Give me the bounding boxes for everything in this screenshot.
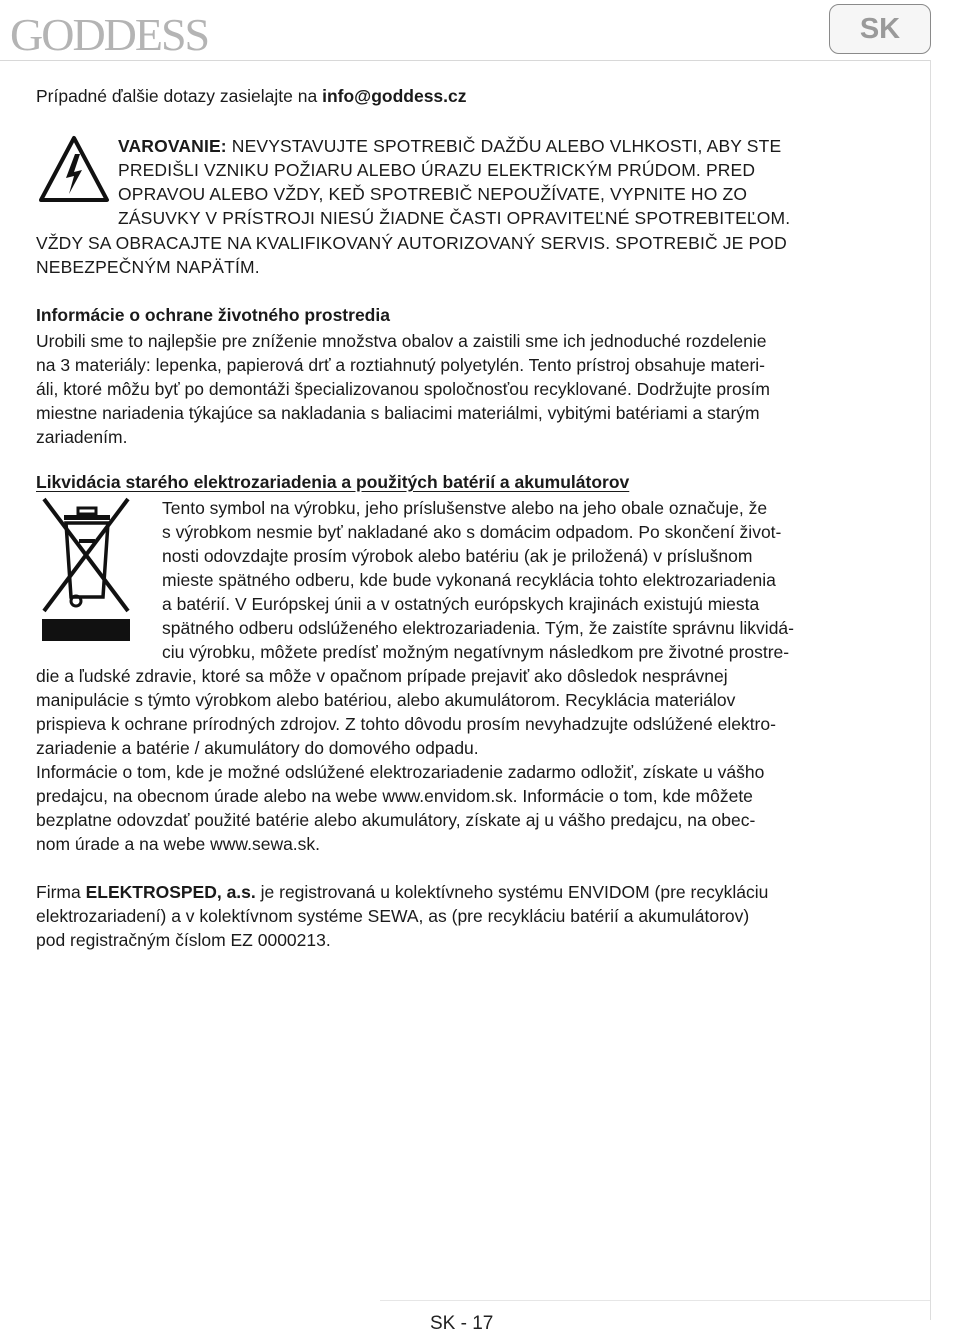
svg-text:GODDESS: GODDESS xyxy=(10,9,209,58)
footer-divider xyxy=(380,1300,930,1301)
warning-line-1: VAROVANIE: NEVYSTAVUJTE SPOTREBIČ DAŽĎU ALEBO VLHKOSTI, ABY STE xyxy=(118,136,782,156)
warning-line-6: NEBEZPEČNÝM NAPÄTÍM. xyxy=(36,257,260,277)
disposal-line: bezplatne odovzdať použité batérie alebo akumulátory, získate aj u vášho predajcu, na obec- xyxy=(36,810,756,830)
company-line-2: elektrozariadení) a v kolektívnom systéme SEWA, as (pre recykláciu batérií a akumulátorov) xyxy=(36,906,750,926)
warning-label: VAROVANIE: xyxy=(118,136,227,156)
disposal-line: nom úrade a na webe www.sewa.sk. xyxy=(36,834,321,854)
environment-line: Urobili sme to najlepšie pre zníženie množstva obalov a zaistili sme ich jednoduché rozdelenie xyxy=(36,331,767,351)
brand-logo xyxy=(8,6,248,58)
disposal-line: a batérií. V Európskej únii a v ostatných európskych krajinách existujú miesta xyxy=(162,594,760,614)
contact-email[interactable]: info@goddess.cz xyxy=(322,86,467,106)
disposal-line: mieste spätného odberu, kde bude vykonaná recyklácia tohto elektrozariadenia xyxy=(162,570,776,590)
environment-line: zariadením. xyxy=(36,427,128,447)
warning-line-2: PREDIŠLI VZNIKU POŽIARU ALEBO ÚRAZU ELEKTRICKÝM PRÚDOM. PRED xyxy=(118,160,756,180)
disposal-line: zariadenie a batérie / akumulátory do domového odpadu. xyxy=(36,738,479,758)
warning-line-3: OPRAVOU ALEBO VŽDY, KEĎ SPOTREBIČ NEPOUŽÍVATE, VYPNITE HO ZO xyxy=(118,184,748,204)
disposal-line: nosti odovzdajte prosím výrobok alebo batériu (ak je priložená) v príslušnom xyxy=(162,546,753,566)
disposal-line: predajcu, na obecnom úrade alebo na webe www.envidom.sk. Informácie o tom, kde môžete xyxy=(36,786,753,806)
environment-line: na 3 materiály: lepenka, papierová drť a roztiahnutý polyetylén. Tento prístroj obsahuje materi- xyxy=(36,355,766,375)
language-tab: SK xyxy=(829,4,931,54)
company-name: ELEKTROSPED, a.s. xyxy=(85,882,256,902)
disposal-heading: Likvidácia starého elektrozariadenia a použitých batérií a akumulátorov xyxy=(36,472,630,492)
crossed-out-wheelie-bin-icon xyxy=(38,493,134,643)
disposal-line: prispieva k ochrane prírodných zdrojov. Z tohto dôvodu prosím nevyhadzujte odslúžené elektro- xyxy=(36,714,776,734)
environment-heading: Informácie o ochrane životného prostredia xyxy=(36,305,390,325)
goddess-logo-icon xyxy=(8,6,248,58)
disposal-line: s výrobkom nesmie byť nakladané ako s domácim odpadom. Po skončení život- xyxy=(162,522,782,542)
company-line-3: pod registračným číslom EZ 0000213. xyxy=(36,930,331,950)
disposal-line: spätného odberu odslúženého elektrozariadenia. Tým, že zaistíte správnu likvidá- xyxy=(162,618,794,638)
disposal-line: manipulácie s týmto výrobkom alebo batériou, alebo akumulátorom. Recyklácia materiálov xyxy=(36,690,736,710)
disposal-line: Tento symbol na výrobku, jeho príslušenstve alebo na jeho obale označuje, že xyxy=(162,498,768,518)
page-number: SK - 17 xyxy=(430,1313,494,1334)
contact-prefix: Prípadné ďalšie dotazy zasielajte na xyxy=(36,86,323,106)
disposal-line: die a ľudské zdravie, ktoré sa môže v opačnom prípade prejaviť ako dôsledok nesprávnej xyxy=(36,666,728,686)
header-divider xyxy=(0,60,930,61)
disposal-line: Informácie o tom, kde je možné odslúžené elektrozariadenie zadarmo odložiť, získate u vášho xyxy=(36,762,765,782)
environment-line: áli, ktoré môžu byť po demontáži špecializovanou spoločnosťou recyklované. Dodržujte prosím xyxy=(36,379,770,399)
contact-line xyxy=(36,84,467,108)
warning-line-5: VŽDY SA OBRACAJTE NA KVALIFIKOVANÝ AUTORIZOVANÝ SERVIS. SPOTREBIČ JE POD xyxy=(36,233,787,253)
disposal-line: ciu výrobku, môžete predísť možným negatívnym následkom pre životné prostre- xyxy=(162,642,790,662)
environment-line: miestne nariadenia týkajúce sa nakladania s baliacimi materiálmi, vybitými batériami a starým xyxy=(36,403,760,423)
company-line-1: Firma ELEKTROSPED, a.s. je registrovaná u kolektívneho systému ENVIDOM (pre recykláciu xyxy=(36,882,769,902)
electric-shock-warning-icon xyxy=(38,134,110,204)
warning-line-4: ZÁSUVKY V PRÍSTROJI NIESÚ ŽIADNE ČASTI OPRAVITEĽNÉ SPOTREBITEĽOM. xyxy=(118,208,791,228)
page-side-border xyxy=(930,60,931,1320)
